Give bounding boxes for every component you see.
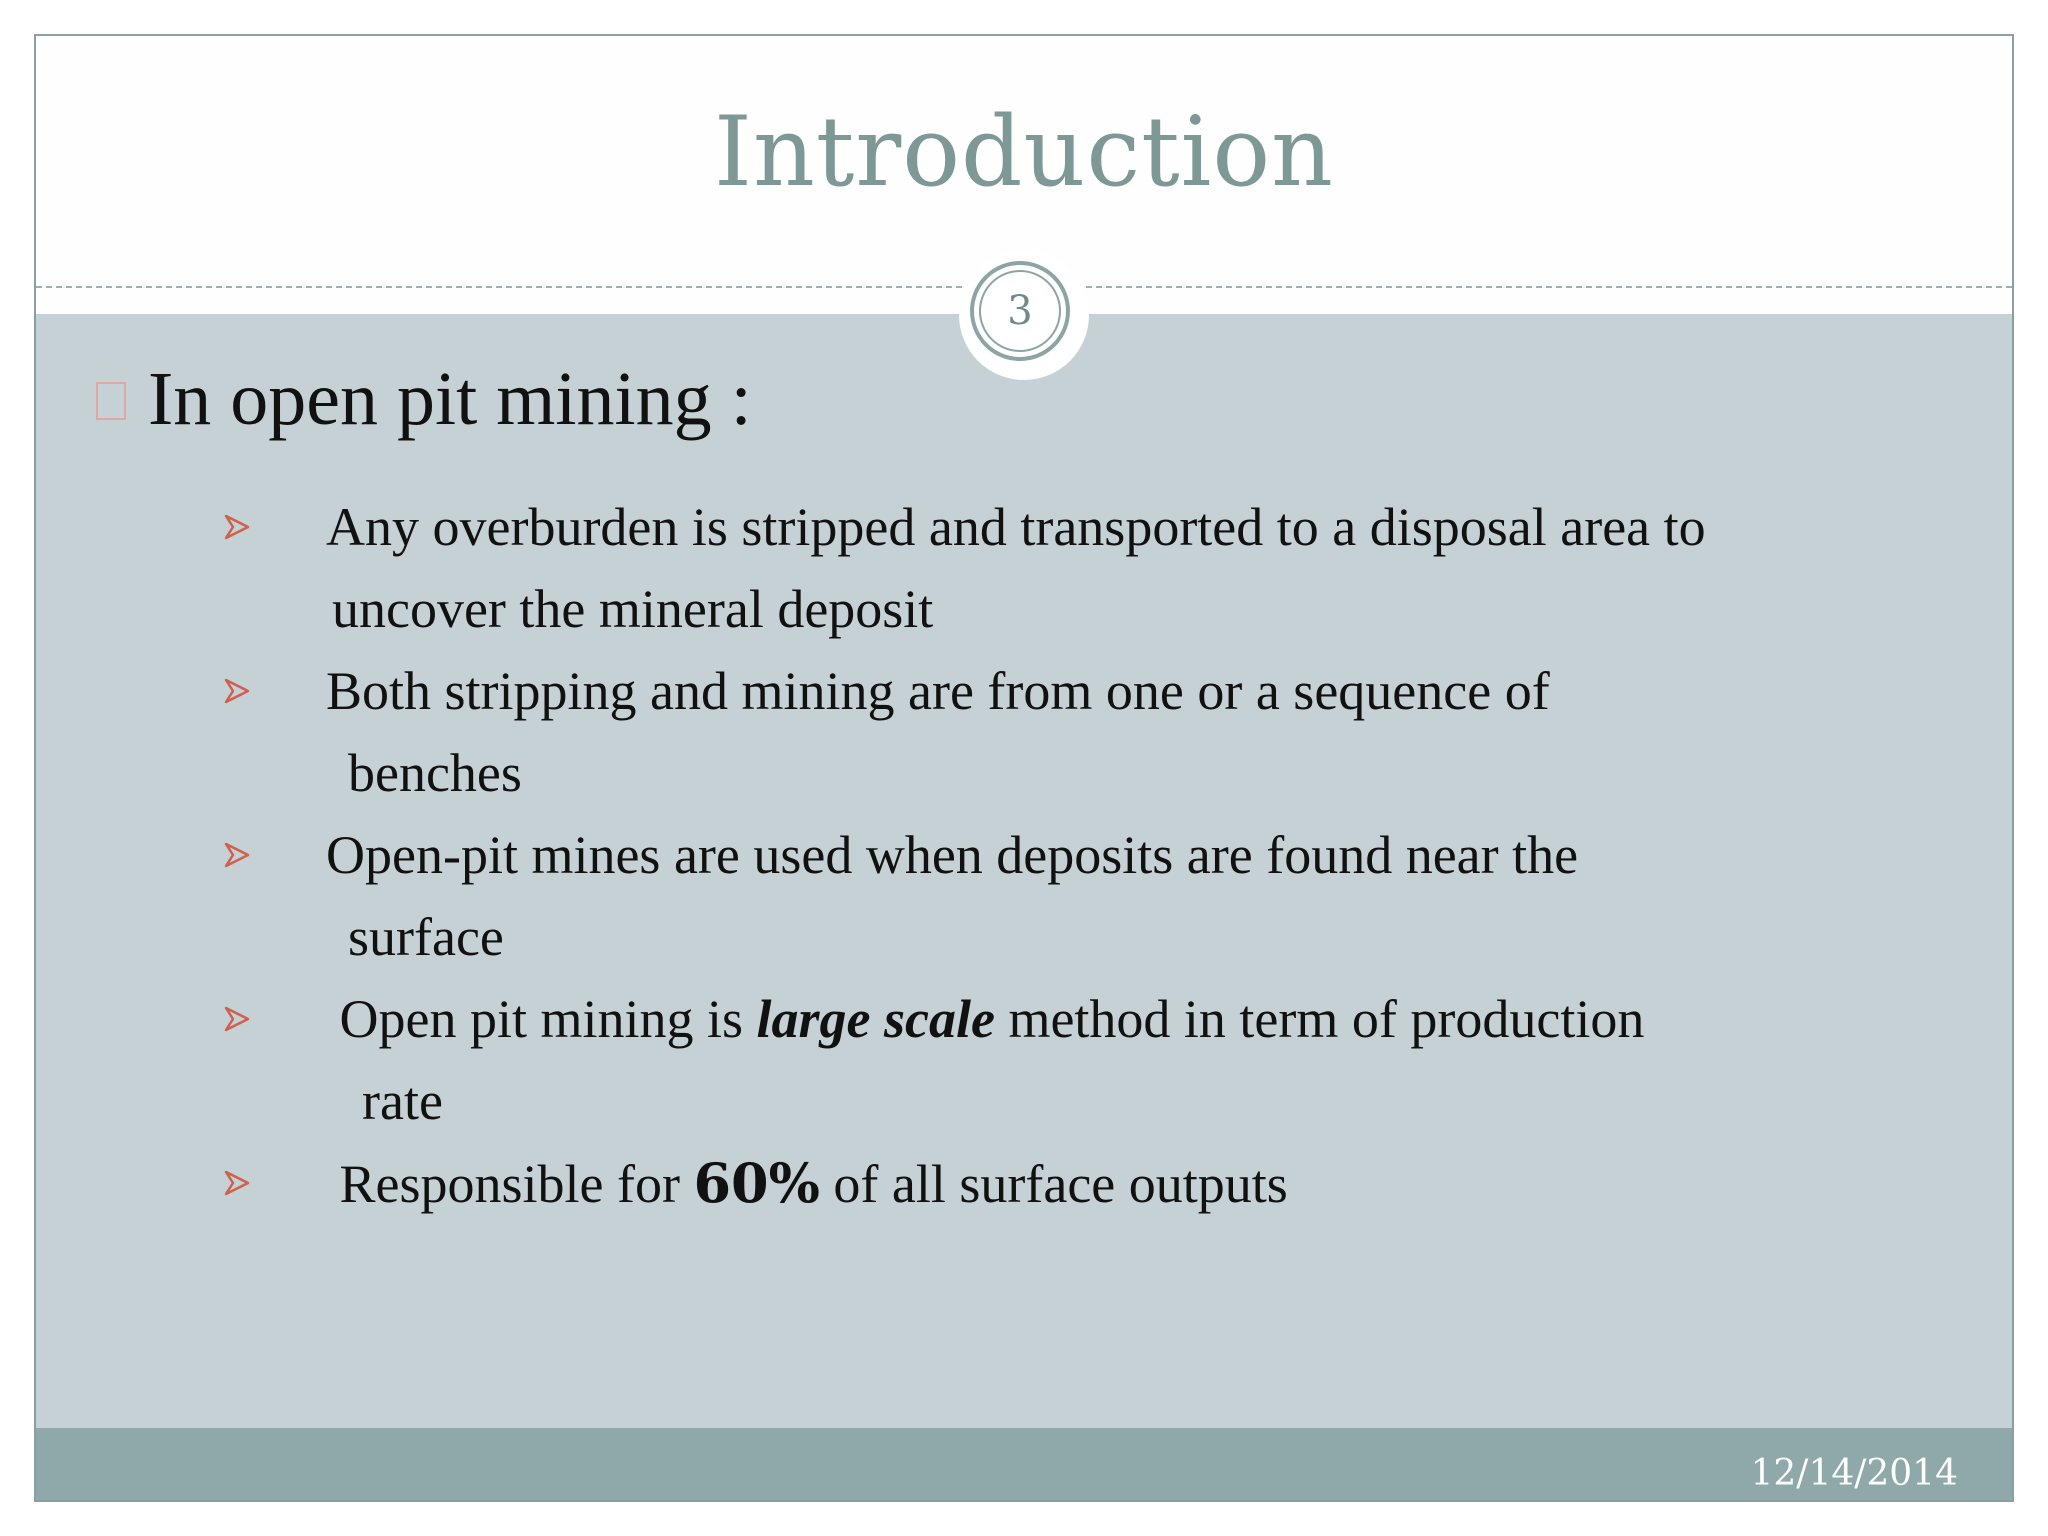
- list-item-text: Any overburden is stripped and transported to a disposal area to: [326, 497, 1706, 557]
- emphasis-text: large scale: [756, 989, 995, 1049]
- arrowhead-bullet-icon: [224, 842, 250, 868]
- arrowhead-bullet-icon: [224, 678, 250, 704]
- page-number-badge: [970, 261, 1070, 361]
- main-bullet-text: In open pit mining :: [148, 357, 752, 441]
- emphasis-text: 60%: [693, 1151, 820, 1215]
- list-item-text-continued: benches: [348, 743, 522, 803]
- slide-footer: [36, 1428, 2012, 1500]
- list-item-text-start: Open pit mining is: [326, 989, 757, 1049]
- arrowhead-bullet-icon: [224, 514, 250, 540]
- list-item-text: [326, 1142, 1288, 1225]
- list-item: [36, 1142, 2012, 1224]
- arrowhead-bullet-icon: [224, 1006, 250, 1032]
- list-item-text-start: Responsible for: [326, 1154, 694, 1214]
- list-item: [36, 486, 2012, 650]
- list-item-text-continued: uncover the mineral deposit: [332, 579, 934, 639]
- list-item-text-end: of all surface outputs: [819, 1154, 1288, 1214]
- footer-date: 12/14/2014: [1750, 1453, 1958, 1494]
- main-bullet: [96, 356, 752, 443]
- arrowhead-bullet-icon: [224, 1170, 250, 1196]
- list-item: [36, 978, 2012, 1142]
- list-item-text-continued: rate: [362, 1071, 443, 1131]
- list-item-text-continued: surface: [348, 907, 504, 967]
- list-item: [36, 814, 2012, 978]
- list-item: [36, 650, 2012, 814]
- list-item-text: Open-pit mines are used when deposits are found near the: [326, 825, 1579, 885]
- slide-title: Introduction: [714, 96, 1334, 208]
- list-item-text: [326, 978, 1644, 1060]
- page-number: 3: [979, 270, 1061, 352]
- list-item-text: Both stripping and mining are from one or a sequence of: [326, 661, 1550, 721]
- sub-bullet-list: [36, 486, 2012, 1224]
- slide: [34, 34, 2014, 1502]
- list-item-text-end: method in term of production: [994, 989, 1645, 1049]
- square-bullet-icon: [96, 382, 126, 420]
